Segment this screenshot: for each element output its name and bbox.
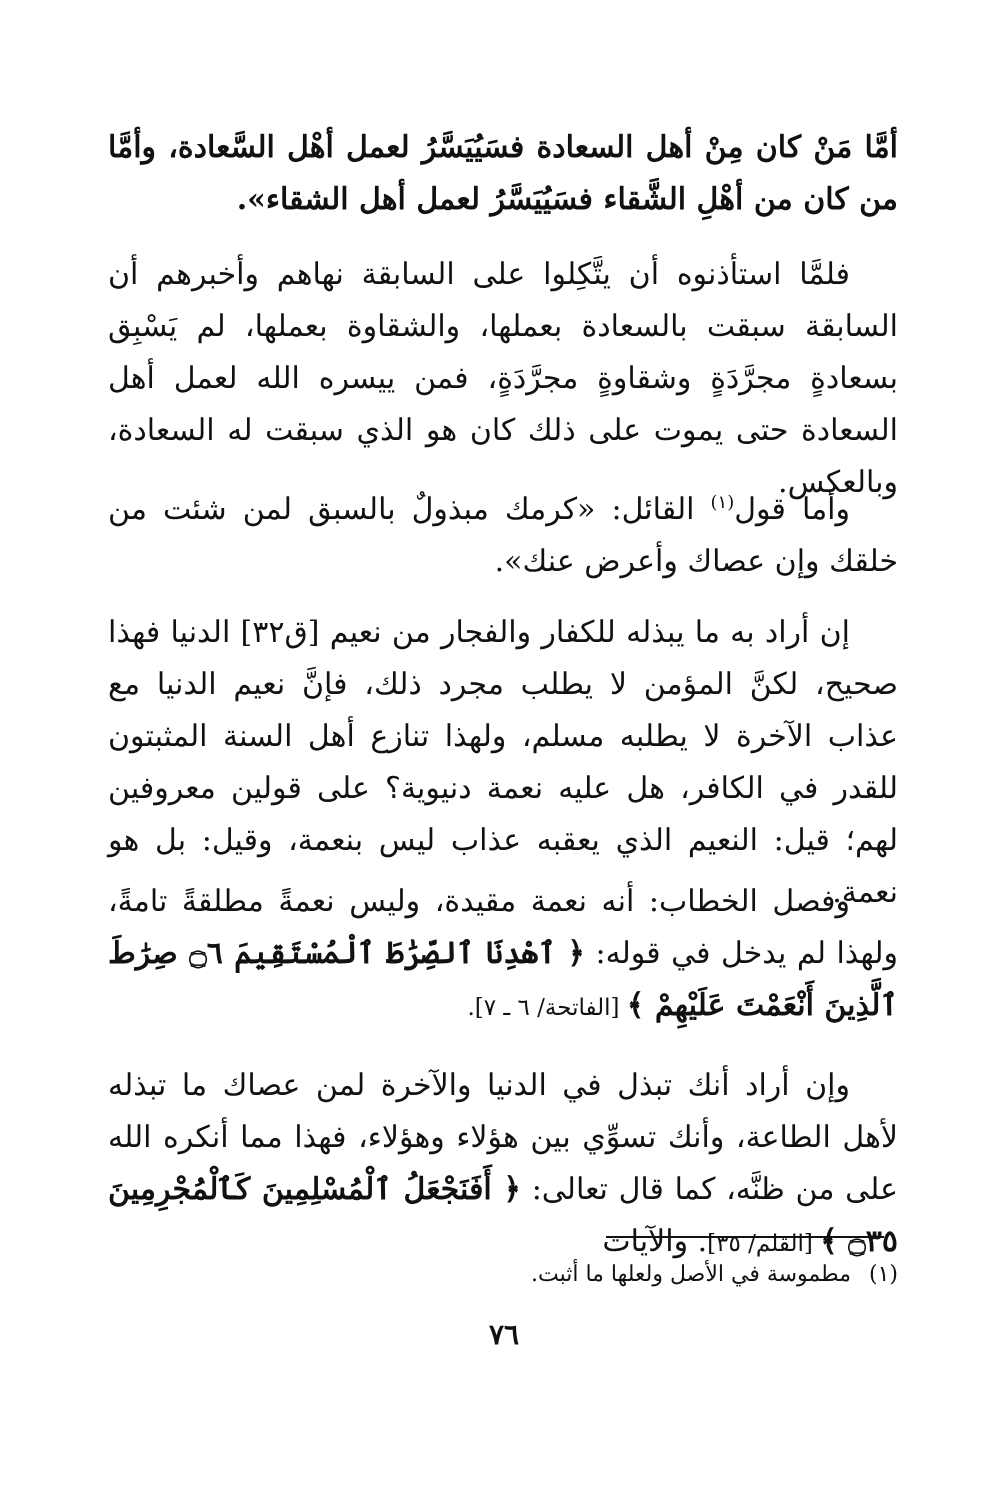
footnote xyxy=(420,1258,898,1292)
paragraph-sabiqa xyxy=(108,249,898,509)
footnote-marker: (١) xyxy=(710,492,735,513)
paragraph-hadith-quote xyxy=(108,122,898,226)
paragraph-taswiya xyxy=(108,1060,898,1270)
paragraph-text xyxy=(108,876,898,1034)
paragraph-text: أمَّا مَنْ كان مِنْ أهل السعادة فسَيُيَسَّرُ لعمل أهْل السَّعادة، وأمَّا من كان من أهْلِ الشَّقاء فسَيُيَسَّرُ لعمل أهل الشقاء». xyxy=(108,130,898,217)
paragraph-fasl-khitab xyxy=(108,876,898,1034)
paragraph-text xyxy=(108,484,898,588)
paragraph-segment: . والآيات xyxy=(602,1224,708,1259)
verse-reference: [الفاتحة/ ٦ ـ ٧]. xyxy=(467,995,627,1021)
paragraph-text: فلمَّا استأذنوه أن يتَّكِلوا على السابقة نهاهم وأخبرهم أن السابقة سبقت بالسعادة بعملها، والشقاوة بعملها، لم يَسْبِق بسعادةٍ مجرَّدَةٍ وشقاوةٍ مجرَّدَةٍ، فمن ييسره الله لعمل أهل السعادة حتى يموت على ذلك كان هو الذي سبقت له السعادة، وبالعكس. xyxy=(108,257,898,500)
footnote-number: (١) xyxy=(868,1262,898,1287)
paragraph-naim-dunya xyxy=(108,607,898,919)
verse-reference: [القلم/ ٣٥] xyxy=(707,1231,821,1257)
footnote-text: مطموسة في الأصل ولعلها ما أثبت. xyxy=(530,1262,851,1287)
quran-verse: ﴿ أَفَنَجْعَلُ ٱلْمُسْلِمِينَ كَٱلْمُجْرِمِينَ ۝٣٥ ﴾ xyxy=(108,1172,898,1259)
paragraph-qawl-qail xyxy=(108,484,898,588)
paragraph-segment: وأما قول xyxy=(734,492,850,527)
paragraph-segment: وفصل الخطاب: أنه نعمة مقيدة، وليس نعمةً مطلقةً تامةً، ولهذا لم يدخل في قوله: xyxy=(108,884,898,971)
paragraph-text: إن أراد به ما يبذله للكفار والفجار من نعيم [ق٣٢] الدنيا فهذا صحيح، لكنَّ المؤمن لا يطلب مجرد ذلك، فإنَّ نعيم الدنيا مع عذاب الآخرة لا يطلبه مسلم، ولهذا تنازع أهل السنة المثبتون للقدر في الكافر، هل عليه نعمة دنيوية؟ على قولين معروفين لهم؛ قيل: النعيم الذي يعقبه عذاب ليس بنعمة، وقيل: بل هو نعمة. xyxy=(108,615,898,910)
paragraph-segment: القائل: «كرمك مبذولٌ بالسبق لمن شئت من خلقك وإن عصاك وأعرض عنك». xyxy=(108,492,898,579)
page-number: ٧٦ xyxy=(488,1318,520,1351)
quran-verse: ﴿ ٱهْدِنَا ٱلصِّرَٰطَ ٱلْمُسْتَقِيمَ ۝٦ صِرَٰطَ ٱلَّذِينَ أَنْعَمْتَ عَلَيْهِمْ ﴾ xyxy=(108,936,898,1023)
paragraph-text xyxy=(108,1060,898,1270)
footnote-separator xyxy=(606,1236,884,1238)
paragraph-segment: وإن أراد أنك تبذل في الدنيا والآخرة لمن عصاك ما تبذله لأهل الطاعة، وأنك تسوِّي بين هؤلاء وهؤلاء، فهذا مما أنكره الله على من ظنَّه، كما قال تعالى: xyxy=(108,1068,898,1207)
